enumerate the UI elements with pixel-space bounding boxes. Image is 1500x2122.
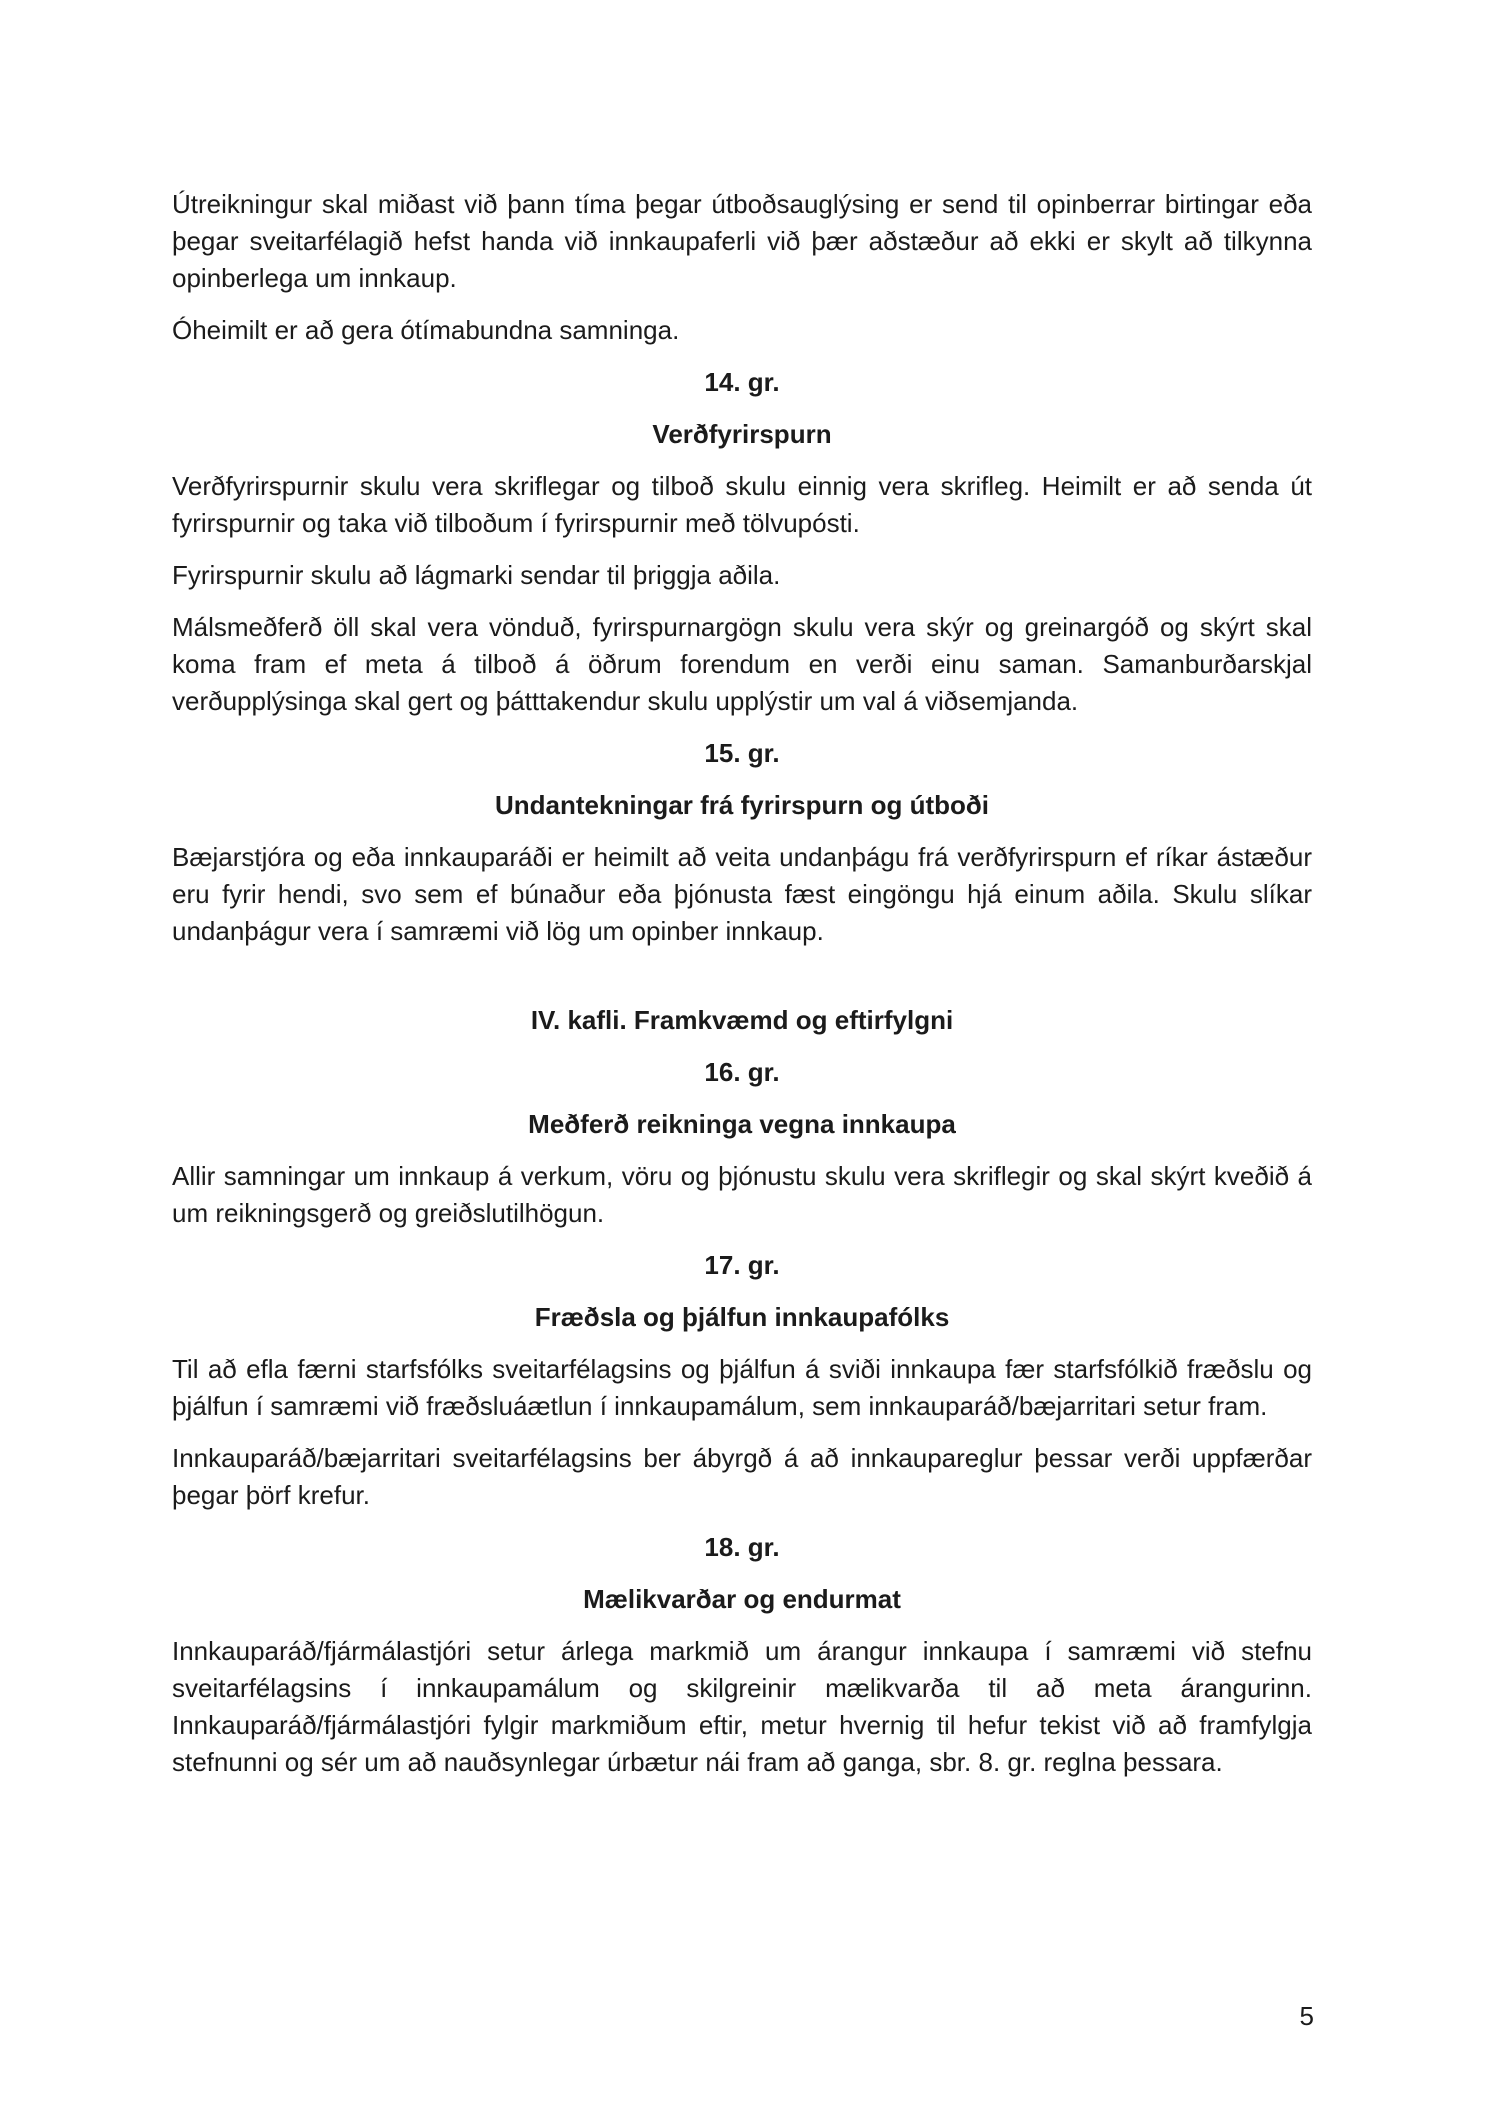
paragraph: Útreikningur skal miðast við þann tíma þegar útboðsauglýsing er send til opinberrar birtingar eða þegar sveitarfélagið hefst handa við innkaupaferli við þær aðstæður að ekki er skylt að tilkynna opinberlega um innkaup.: [172, 189, 1312, 293]
section-title-heading: Meðferð reikninga vegna innkaupa: [528, 1109, 956, 1139]
page-number: 5: [1299, 2001, 1314, 2031]
chapter-heading: IV. kafli. Framkvæmd og eftirfylgni: [530, 1005, 954, 1035]
paragraph: Fyrirspurnir skulu að lágmarki sendar til þriggja aðila.: [172, 560, 781, 590]
paragraph: Allir samningar um innkaup á verkum, vöru og þjónustu skulu vera skriflegir og skal skýrt kveðið á um reikningsgerð og greiðslutilhögun.: [172, 1161, 1312, 1228]
paragraph: Innkauparáð/fjármálastjóri setur árlega markmið um árangur innkaupa í samræmi við stefnu sveitarfélagsins í innkaupamálum og skilgreinir mælikvarða til að meta árangurinn. Innkauparáð/fjármálastjóri fylgir markmiðum eftir, metur hvernig til hefur tekist við að framfylgja stefnunni og sér um að nauðsynlegar úrbætur nái fram að ganga, sbr. 8. gr. reglna þessara.: [172, 1636, 1312, 1777]
section-title-heading: Mælikvarðar og endurmat: [583, 1584, 901, 1614]
paragraph: Bæjarstjóra og eða innkauparáði er heimilt að veita undanþágu frá verðfyrirspurn ef ríkar ástæður eru fyrir hendi, svo sem ef búnaður eða þjónusta fæst eingöngu hjá einum aðila. Skulu slíkar undanþágur vera í samræmi við lög um opinber innkaup.: [172, 842, 1312, 946]
section-number-heading: 17. gr.: [704, 1250, 780, 1280]
paragraph: Innkauparáð/bæjarritari sveitarfélagsins ber ábyrgð á að innkaupareglur þessar verði uppfærðar þegar þörf krefur.: [172, 1443, 1312, 1510]
section-title-heading: Verðfyrirspurn: [652, 419, 832, 449]
document-content: [172, 186, 1312, 1796]
paragraph: Til að efla færni starfsfólks sveitarfélagsins og þjálfun á sviði innkaupa fær starfsfólkið fræðslu og þjálfun í samræmi við fræðsluáætlun í innkaupamálum, sem innkauparáð/bæjarritari setur fram.: [172, 1354, 1312, 1421]
section-number-heading: 14. gr.: [704, 367, 780, 397]
section-title-heading: Undantekningar frá fyrirspurn og útboði: [494, 790, 989, 820]
section-title-heading: Fræðsla og þjálfun innkaupafólks: [534, 1302, 950, 1332]
paragraph: Málsmeðferð öll skal vera vönduð, fyrirspurnargögn skulu vera skýr og greinargóð og skýrt skal koma fram ef meta á tilboð á öðrum forendum en verði einu saman. Samanburðarskjal verðupplýsinga skal gert og þátttakendur skulu upplýstir um val á viðsemjanda.: [172, 612, 1312, 716]
section-number-heading: 16. gr.: [704, 1057, 780, 1087]
paragraph: Óheimilt er að gera ótímabundna samninga.: [172, 315, 680, 345]
section-number-heading: 15. gr.: [704, 738, 780, 768]
section-number-heading: 18. gr.: [704, 1532, 780, 1562]
paragraph: Verðfyrirspurnir skulu vera skriflegar og tilboð skulu einnig vera skrifleg. Heimilt er að senda út fyrirspurnir og taka við tilboðum í fyrirspurnir með tölvupósti.: [172, 471, 1312, 538]
